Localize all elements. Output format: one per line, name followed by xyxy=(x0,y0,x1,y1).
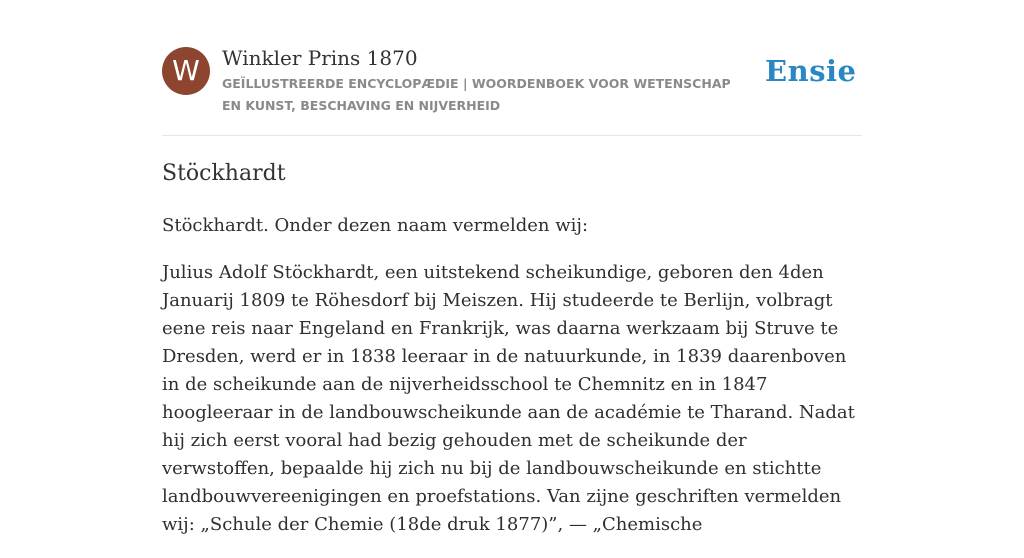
source-header xyxy=(162,45,862,115)
entry-body xyxy=(162,212,862,558)
ensie-logo[interactable]: Ensie xyxy=(765,54,857,88)
entry-paragraph: Stöckhardt. Onder dezen naam vermelden wij: xyxy=(162,215,589,236)
source-avatar[interactable]: W xyxy=(162,47,210,95)
source-title[interactable]: Winkler Prins 1870 xyxy=(222,46,418,70)
entry-title: Stöckhardt xyxy=(162,161,286,186)
header-divider xyxy=(162,135,862,136)
entry-paragraph: Julius Adolf Stöckhardt, een uitstekend scheikundige, geboren den 4den Januarij 1809 te Röhesdorf bij Meiszen. Hij studeerde te Berlijn, volbragt eene reis naar Engeland en Frankrijk, was daarna werkzaam bij Struve te Dresden, werd er in 1838 leeraar in de natuurkunde, in 1839 daarenboven in de scheikunde aan de nijverheidsschool te Chemnitz en in 1847 hoogleeraar in de landbouwscheikunde aan de académie te Tharand. Nadat hij zich eerst vooral had bezig gehouden met de scheikunde der verwstoffen, bepaalde hij zich nu bij de landbouwscheikunde en stichtte landbouwvereenigingen en proefstations. Van zijne geschriften vermelden wij: „Schule der Chemie (18de druk 1877)”, — „Chemische xyxy=(162,262,855,535)
source-subtitle: GEÏLLUSTREERDE ENCYCLOPÆDIE | WOORDENBOEK VOOR WETENSCHAP EN KUNST, BESCHAVING EN NIJVERHEID xyxy=(222,76,731,113)
